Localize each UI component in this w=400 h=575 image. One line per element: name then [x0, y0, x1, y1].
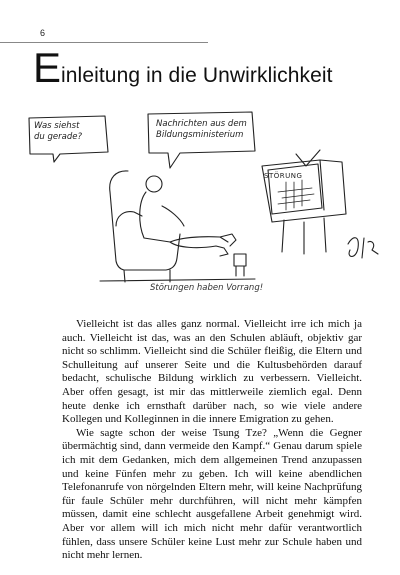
- bubble-left-text: [34, 121, 82, 143]
- chapter-title: [33, 44, 333, 91]
- cartoon-caption: Störungen haben Vorrang!: [150, 283, 264, 293]
- person-head: [146, 176, 162, 192]
- side-table: [234, 254, 246, 276]
- header-rule: [0, 42, 208, 43]
- bubble-left-line1: Was siehst: [34, 121, 80, 131]
- person-body: [140, 192, 228, 242]
- title-initial: E: [33, 44, 62, 91]
- bubble-left-line2: du gerade?: [34, 132, 82, 142]
- page-number: 6: [40, 28, 46, 38]
- bubble-right-text: [156, 119, 247, 141]
- tv-antenna: [296, 150, 320, 166]
- bubble-right-line2: Bildungsministerium: [156, 130, 244, 140]
- armchair: [110, 171, 180, 270]
- title-rest: inleitung in die Unwirklichkeit: [61, 64, 333, 87]
- tv-legs: [282, 218, 326, 254]
- body-paragraph: Vielleicht ist das alles ganz normal. Vielleicht irre ich mich ja auch. Vielleicht ist das, was an den Schulen abläuft, objektiv gar nicht so schlimm. Vielleicht sind die Schüler fleißig, die Eltern und Schulleitung auf unserer Seite und die Kultusbehörden darauf bedacht, schulische Bildung wirklich zu verbessern. Vielleicht. Aber offen gesagt, ist mir das mittlerweile ziemlich egal. Denn heute denke ich ernsthaft darüber nach, so wie viele andere Kollegen und Kolleginnen in die innere Emigration zu gehen.: [62, 318, 362, 426]
- body-text: [62, 318, 362, 563]
- artist-signature: [348, 238, 378, 258]
- bubble-right-line1: Nachrichten aus dem: [156, 119, 247, 129]
- body-paragraph: Wie sagte schon der weise Tsung Tze? „Wenn die Gegner übermächtig sind, dann vermeide den Kampf.“ Genau darum spiele ich mit dem Gedanken, mich dem allgemeinen Trend anzupassen und keine Fünfen mehr zu geben. Ich will keine abendlichen Telefonanrufe von nörgelnden Eltern mehr, will keine Nachprüfung für faule Schüler mehr durchführen, will nicht mehr kämpfen müssen, damit eine schlecht ausgefallene Arbeit genehmigt wird. Aber vor allem will ich mich nicht mehr dafür verantwortlich fühlen, dass unsere Schüler keine Lust mehr zur Schule haben und nicht mehr lernen.: [62, 426, 362, 562]
- tv-label: STÖRUNG: [264, 172, 303, 180]
